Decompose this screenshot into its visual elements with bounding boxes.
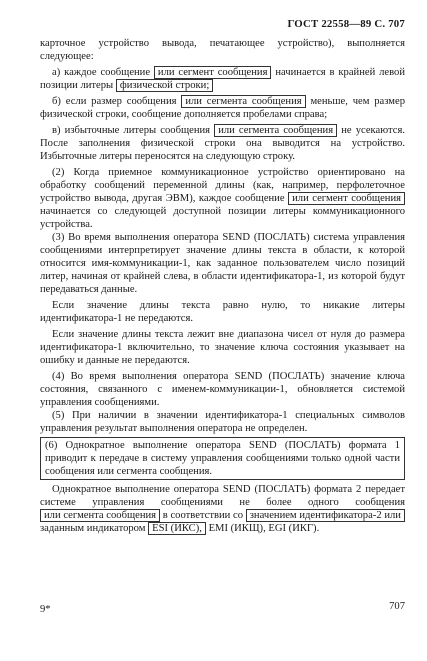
item-b-tail: меньше, чем размер физической строки, сообщение дополняется пробелами справа; (40, 96, 405, 120)
paragraph-6-boxed-block: (6) Однократное выполнение оператора SEND (ПОСЛАТЬ) формата 1 приводит к передаче в систему управления сообщениями только одной части сообщения или сегмента сообщения. (40, 437, 405, 480)
paragraph-7 (40, 483, 405, 535)
item-c-tail: не усекаются. После заполнения физической строки она выводится на устройство. Избыточные литеры переносятся на следующую строку. (40, 125, 405, 162)
item-a-boxed-line: физической строки; (116, 79, 213, 92)
paragraph-2-boxed-segment: или сегмент сообщения (288, 192, 405, 205)
paragraph-6 (40, 437, 405, 480)
item-b (40, 95, 405, 121)
paragraph-3-text: (3) Во время выполнения оператора SEND (ПОСЛАТЬ) система управления сообщениями интерпретирует значение длины текста в области, к которой относится имя-коммуникации-1, как заданное пользователем число позиций литер, начиная от крайней слева, в области идентификатора-1, из которой будут передаваться данные. (40, 232, 405, 295)
text-intro: карточное устройство вывода, печатающее устройство), выполняется следующее: (40, 38, 405, 62)
page-header: ГОСТ 22558—89 С. 707 (287, 18, 405, 30)
paragraph-2-tail: начинается со следующей доступной позиции литеры коммуникационного устройства. (40, 206, 405, 230)
paragraph-7-text: Однократное выполнение оператора SEND (ПОСЛАТЬ) формата 2 передает системе управления сообщениями не более одного сообщения (40, 484, 405, 508)
paragraph-5 (40, 409, 405, 435)
item-c-text: в) избыточные литеры сообщения (52, 125, 211, 136)
footer-signature-mark: 9* (40, 604, 51, 615)
item-c (40, 124, 405, 163)
paragraph-7-boxed-identifier: значением идентификатора-2 или (246, 509, 405, 522)
item-a-tail: начинается в крайней левой позиции литеры (40, 67, 405, 91)
paragraph-5-text: (5) При наличии в значении идентификатора-1 специальных символов управления результат выполнения оператора не определен. (40, 410, 405, 434)
paragraph-intro (40, 37, 405, 63)
paragraph-4-text: (4) Во время выполнения оператора SEND (ПОСЛАТЬ) значение ключа состояния, связанного с именем-коммуникации-1, обновляется системой управления сообщениями. (40, 371, 405, 408)
paragraph-7-end: EMI (ИКЩ), EGI (ИКГ). (208, 523, 320, 534)
paragraph-7-boxed-segment: или сегмента сообщения (40, 509, 160, 522)
paragraph-2 (40, 166, 405, 231)
item-a (40, 66, 405, 92)
item-b-text: б) если размер сообщения (52, 96, 177, 107)
item-a-boxed-segment: или сегмент сообщения (154, 66, 272, 79)
item-c-boxed-segment: или сегмента сообщения (214, 124, 337, 137)
paragraph-7-mid: в соответствии со (162, 510, 244, 521)
paragraph-3 (40, 231, 405, 296)
paragraph-2-text: (2) Когда приемное коммуникационное устройство ориентировано на обработку сообщений переменной длины (как, например, перфолеточное устройство вывода, другая ЭВМ), каждое сообщение (40, 167, 405, 204)
item-b-boxed-segment: или сегмента сообщения (181, 95, 305, 108)
paragraph-3a (40, 299, 405, 325)
paragraph-3b (40, 328, 405, 367)
paragraph-7-tail: заданным индикатором (40, 523, 146, 534)
item-a-text: а) каждое сообщение (52, 67, 151, 78)
paragraph-3a-text: Если значение длины текста равно нулю, то никакие литеры идентификатора-1 не передаются. (40, 300, 405, 324)
paragraph-4 (40, 370, 405, 409)
paragraph-3b-text: Если значение длины текста лежит вне диапазона чисел от нуля до размера идентификатора-1 включительно, то значение ключа состояния указывает на ошибку и данные не передаются. (40, 329, 405, 366)
page-number: 707 (389, 601, 405, 612)
paragraph-7-boxed-esi: ESI (ИКС), (148, 522, 206, 535)
